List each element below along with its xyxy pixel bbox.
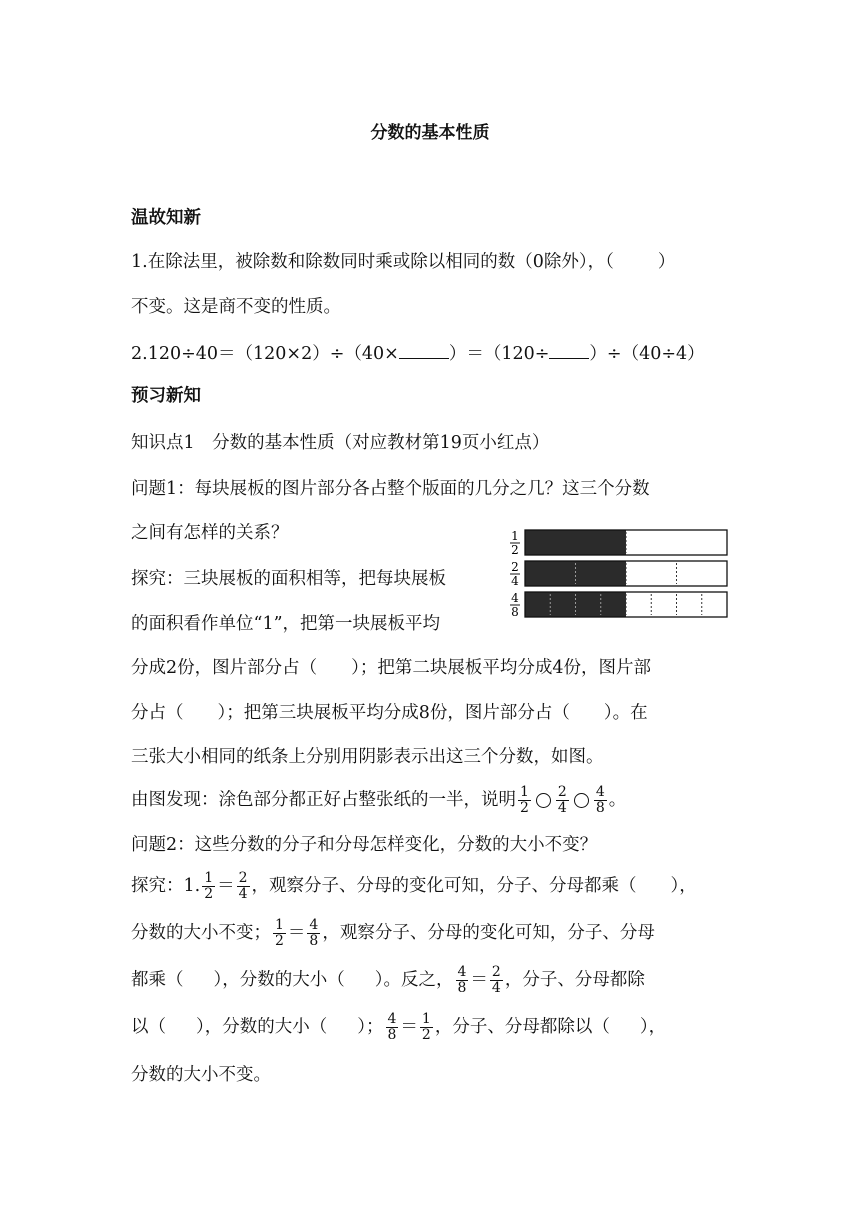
strip-label-denominator: 2	[511, 543, 519, 557]
text: 分成2份，图片部分占（	[131, 658, 318, 678]
text: 2.120÷40＝（120×2）÷（40×	[131, 344, 399, 364]
compare-circle	[536, 793, 551, 808]
review-q1-line2: 不变。这是商不变的性质。	[131, 297, 341, 317]
denominator: 2	[421, 1027, 431, 1043]
text: ）	[657, 252, 676, 272]
explore-2-line4	[131, 1012, 666, 1043]
numerator: 2	[491, 964, 501, 980]
numerator: 1	[520, 784, 529, 800]
denominator: 8	[595, 800, 605, 816]
text: ，分子、分母都除	[504, 970, 645, 990]
review-q1-line1	[131, 250, 675, 274]
text: 分占（	[131, 703, 184, 723]
fraction	[490, 965, 503, 996]
strip-label-numerator: 4	[511, 591, 519, 605]
text: 分数的大小不变；	[131, 923, 271, 943]
text: 由图发现：涂色部分都正好占整张纸的一半，说明	[131, 790, 516, 810]
denominator: 4	[238, 886, 248, 902]
text: 以（	[131, 1017, 166, 1037]
denominator: 8	[309, 933, 319, 949]
question-1-line1: 问题1：每块展板的图片部分各占整个版面的几分之几？这三个分数	[131, 479, 650, 499]
finding-line	[131, 785, 626, 816]
preview-heading: 预习新知	[131, 386, 201, 406]
denominator: 4	[491, 980, 501, 996]
fraction	[518, 785, 531, 816]
numerator: 1	[204, 870, 214, 886]
equals: ＝	[287, 923, 306, 943]
fraction	[456, 965, 469, 996]
numerator: 1	[275, 917, 284, 933]
denominator: 2	[204, 886, 214, 902]
text: ），	[639, 1017, 667, 1037]
compare-circle	[574, 793, 589, 808]
text: ），分数的大小（	[213, 970, 345, 990]
numerator: 2	[557, 784, 567, 800]
explore-2-line1	[131, 871, 697, 902]
explore-1-line3	[131, 656, 651, 680]
text: ）；把第三块展板平均分成8份，图片部分占（	[217, 703, 570, 723]
review-heading: 温故知新	[131, 208, 201, 228]
denominator: 8	[457, 980, 467, 996]
text: ，观察分子、分母的变化可知，分子、分母都乘（	[251, 876, 637, 896]
numerator: 4	[387, 1011, 397, 1027]
fraction	[273, 918, 286, 949]
fraction	[594, 785, 607, 816]
question-2: 问题2：这些分数的分子和分母怎样变化，分数的大小不变？	[131, 835, 598, 855]
numerator: 1	[421, 1011, 431, 1027]
text: ），分数的大小（	[196, 1017, 328, 1037]
fraction	[307, 918, 320, 949]
strip-shaded-part	[525, 530, 626, 555]
text: ）；	[357, 1017, 384, 1037]
equals: ＝	[400, 1017, 418, 1037]
question-1-line2: 之间有怎样的关系？	[131, 523, 289, 543]
review-q2	[131, 340, 705, 366]
equals: ＝	[470, 970, 488, 990]
denominator: 2	[520, 800, 529, 816]
knowledge-point-1: 知识点1 分数的基本性质（对应教材第19页小红点）	[131, 433, 550, 453]
strip-label-denominator: 4	[511, 574, 519, 588]
explore-1-line4	[131, 701, 648, 725]
explore-1-line1: 探究：三块展板的面积相等，把每块展板	[131, 569, 446, 589]
strip-2	[510, 560, 727, 588]
text: ，观察分子、分母的变化可知，分子、分母	[322, 923, 655, 943]
denominator: 8	[387, 1027, 397, 1043]
page-title: 分数的基本性质	[370, 123, 490, 143]
numerator: 4	[309, 917, 319, 933]
strip-3	[510, 591, 727, 619]
strip-label-numerator: 1	[511, 529, 519, 543]
fraction	[386, 1012, 399, 1043]
text: ）＝（120÷	[448, 344, 550, 364]
text: ），	[670, 876, 697, 896]
explore-1-line2: 的面积看作单位“1”，把第一块展板平均	[131, 614, 441, 634]
explore-2-line2	[131, 918, 655, 949]
fill-blank	[399, 340, 449, 359]
numerator: 2	[238, 870, 248, 886]
explore-1-line5: 三张大小相同的纸条上分别用阴影表示出这三个分数，如图。	[131, 747, 604, 767]
denominator: 4	[557, 800, 567, 816]
text: 探究：1.	[131, 876, 201, 896]
fraction	[237, 871, 250, 902]
fraction	[202, 871, 215, 902]
fraction-strips-figure	[508, 524, 732, 624]
text: 。	[608, 790, 627, 810]
strip-label-numerator: 2	[511, 560, 519, 574]
explore-2-line3	[131, 965, 645, 996]
strip-label-denominator: 8	[511, 605, 519, 619]
text: 都乘（	[131, 970, 184, 990]
text: ）÷（40÷4）	[589, 344, 705, 364]
text: ）；把第二块展板平均分成4份，图片部	[351, 658, 652, 678]
text: ）。反之，	[374, 970, 454, 990]
fill-blank	[549, 340, 589, 359]
strip-1	[510, 529, 727, 557]
numerator: 4	[595, 784, 605, 800]
fraction	[420, 1012, 433, 1043]
denominator: 2	[275, 933, 284, 949]
text: ）。在	[603, 703, 648, 723]
text: ，分子、分母都除以（	[434, 1017, 610, 1037]
explore-2-line5: 分数的大小不变。	[131, 1065, 271, 1085]
equals: ＝	[217, 876, 235, 896]
numerator: 4	[457, 964, 467, 980]
text: 1.在除法里，被除数和除数同时乘或除以相同的数（0除外），（	[131, 252, 614, 272]
fraction	[556, 785, 569, 816]
